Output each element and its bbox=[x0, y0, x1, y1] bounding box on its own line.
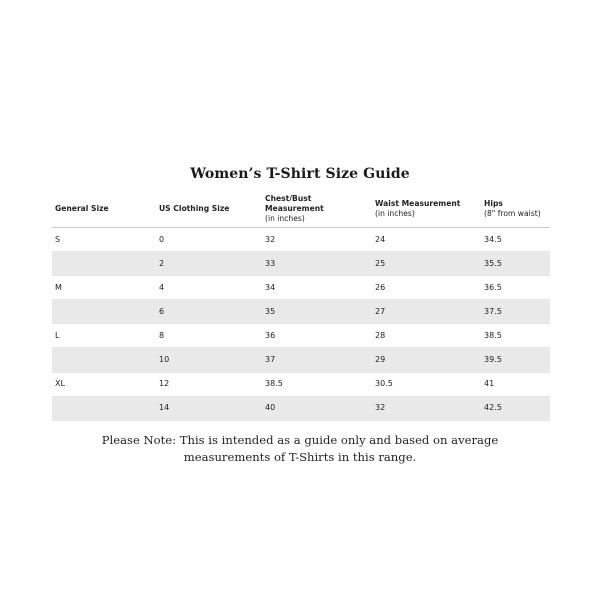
cell-hips: 37.5 bbox=[484, 306, 502, 316]
cell-general-size: XL bbox=[55, 379, 65, 389]
cell-general-size: S bbox=[55, 234, 61, 244]
header-hips: Hips (8" from waist) bbox=[484, 199, 541, 218]
table-row bbox=[52, 373, 550, 397]
table-row bbox=[52, 324, 550, 348]
cell-waist: 25 bbox=[375, 258, 386, 268]
cell-chest: 32 bbox=[265, 234, 276, 244]
note-line-1: Please Note: This is intended as a guide only and based on average bbox=[101, 433, 499, 447]
cell-chest: 38.5 bbox=[265, 379, 283, 389]
cell-us-size: 12 bbox=[159, 379, 170, 389]
cell-general-size: L bbox=[55, 330, 60, 340]
note-line-2: measurements of T-Shirts in this range. bbox=[183, 450, 417, 464]
cell-waist: 30.5 bbox=[375, 379, 393, 389]
cell-us-size: 6 bbox=[159, 306, 165, 316]
cell-chest: 36 bbox=[265, 330, 276, 340]
cell-waist: 28 bbox=[375, 330, 386, 340]
cell-chest: 40 bbox=[265, 403, 276, 413]
disclaimer-note bbox=[0, 432, 600, 466]
cell-us-size: 0 bbox=[159, 234, 165, 244]
cell-waist: 32 bbox=[375, 403, 386, 413]
cell-waist: 24 bbox=[375, 234, 386, 244]
cell-waist: 27 bbox=[375, 306, 386, 316]
cell-hips: 34.5 bbox=[484, 234, 502, 244]
cell-chest: 35 bbox=[265, 306, 276, 316]
cell-us-size: 2 bbox=[159, 258, 165, 268]
header-general-size: General Size bbox=[55, 204, 109, 213]
page-title: Women’s T-Shirt Size Guide bbox=[190, 166, 410, 182]
cell-chest: 34 bbox=[265, 282, 276, 292]
cell-us-size: 14 bbox=[159, 403, 170, 413]
table-header bbox=[52, 192, 550, 226]
cell-us-size: 4 bbox=[159, 282, 165, 292]
cell-chest: 37 bbox=[265, 355, 276, 365]
cell-hips: 38.5 bbox=[484, 330, 502, 340]
header-us-clothing-size: US Clothing Size bbox=[159, 204, 230, 213]
cell-hips: 39.5 bbox=[484, 355, 502, 365]
header-waist: Waist Measurement (in inches) bbox=[375, 199, 461, 218]
table-row bbox=[52, 300, 550, 324]
cell-chest: 33 bbox=[265, 258, 276, 268]
header-chest-bust: Chest/Bust Measurement (in inches) bbox=[265, 194, 324, 223]
table-row bbox=[52, 276, 550, 300]
cell-hips: 42.5 bbox=[484, 403, 502, 413]
size-table-body bbox=[52, 228, 550, 421]
cell-hips: 36.5 bbox=[484, 282, 502, 292]
table-row bbox=[52, 348, 550, 372]
cell-waist: 29 bbox=[375, 355, 386, 365]
table-row bbox=[52, 228, 550, 252]
cell-waist: 26 bbox=[375, 282, 386, 292]
cell-us-size: 8 bbox=[159, 330, 165, 340]
cell-general-size: M bbox=[55, 282, 62, 292]
table-row bbox=[52, 252, 550, 276]
cell-hips: 35.5 bbox=[484, 258, 502, 268]
cell-hips: 41 bbox=[484, 379, 495, 389]
cell-us-size: 10 bbox=[159, 355, 170, 365]
table-row bbox=[52, 397, 550, 421]
